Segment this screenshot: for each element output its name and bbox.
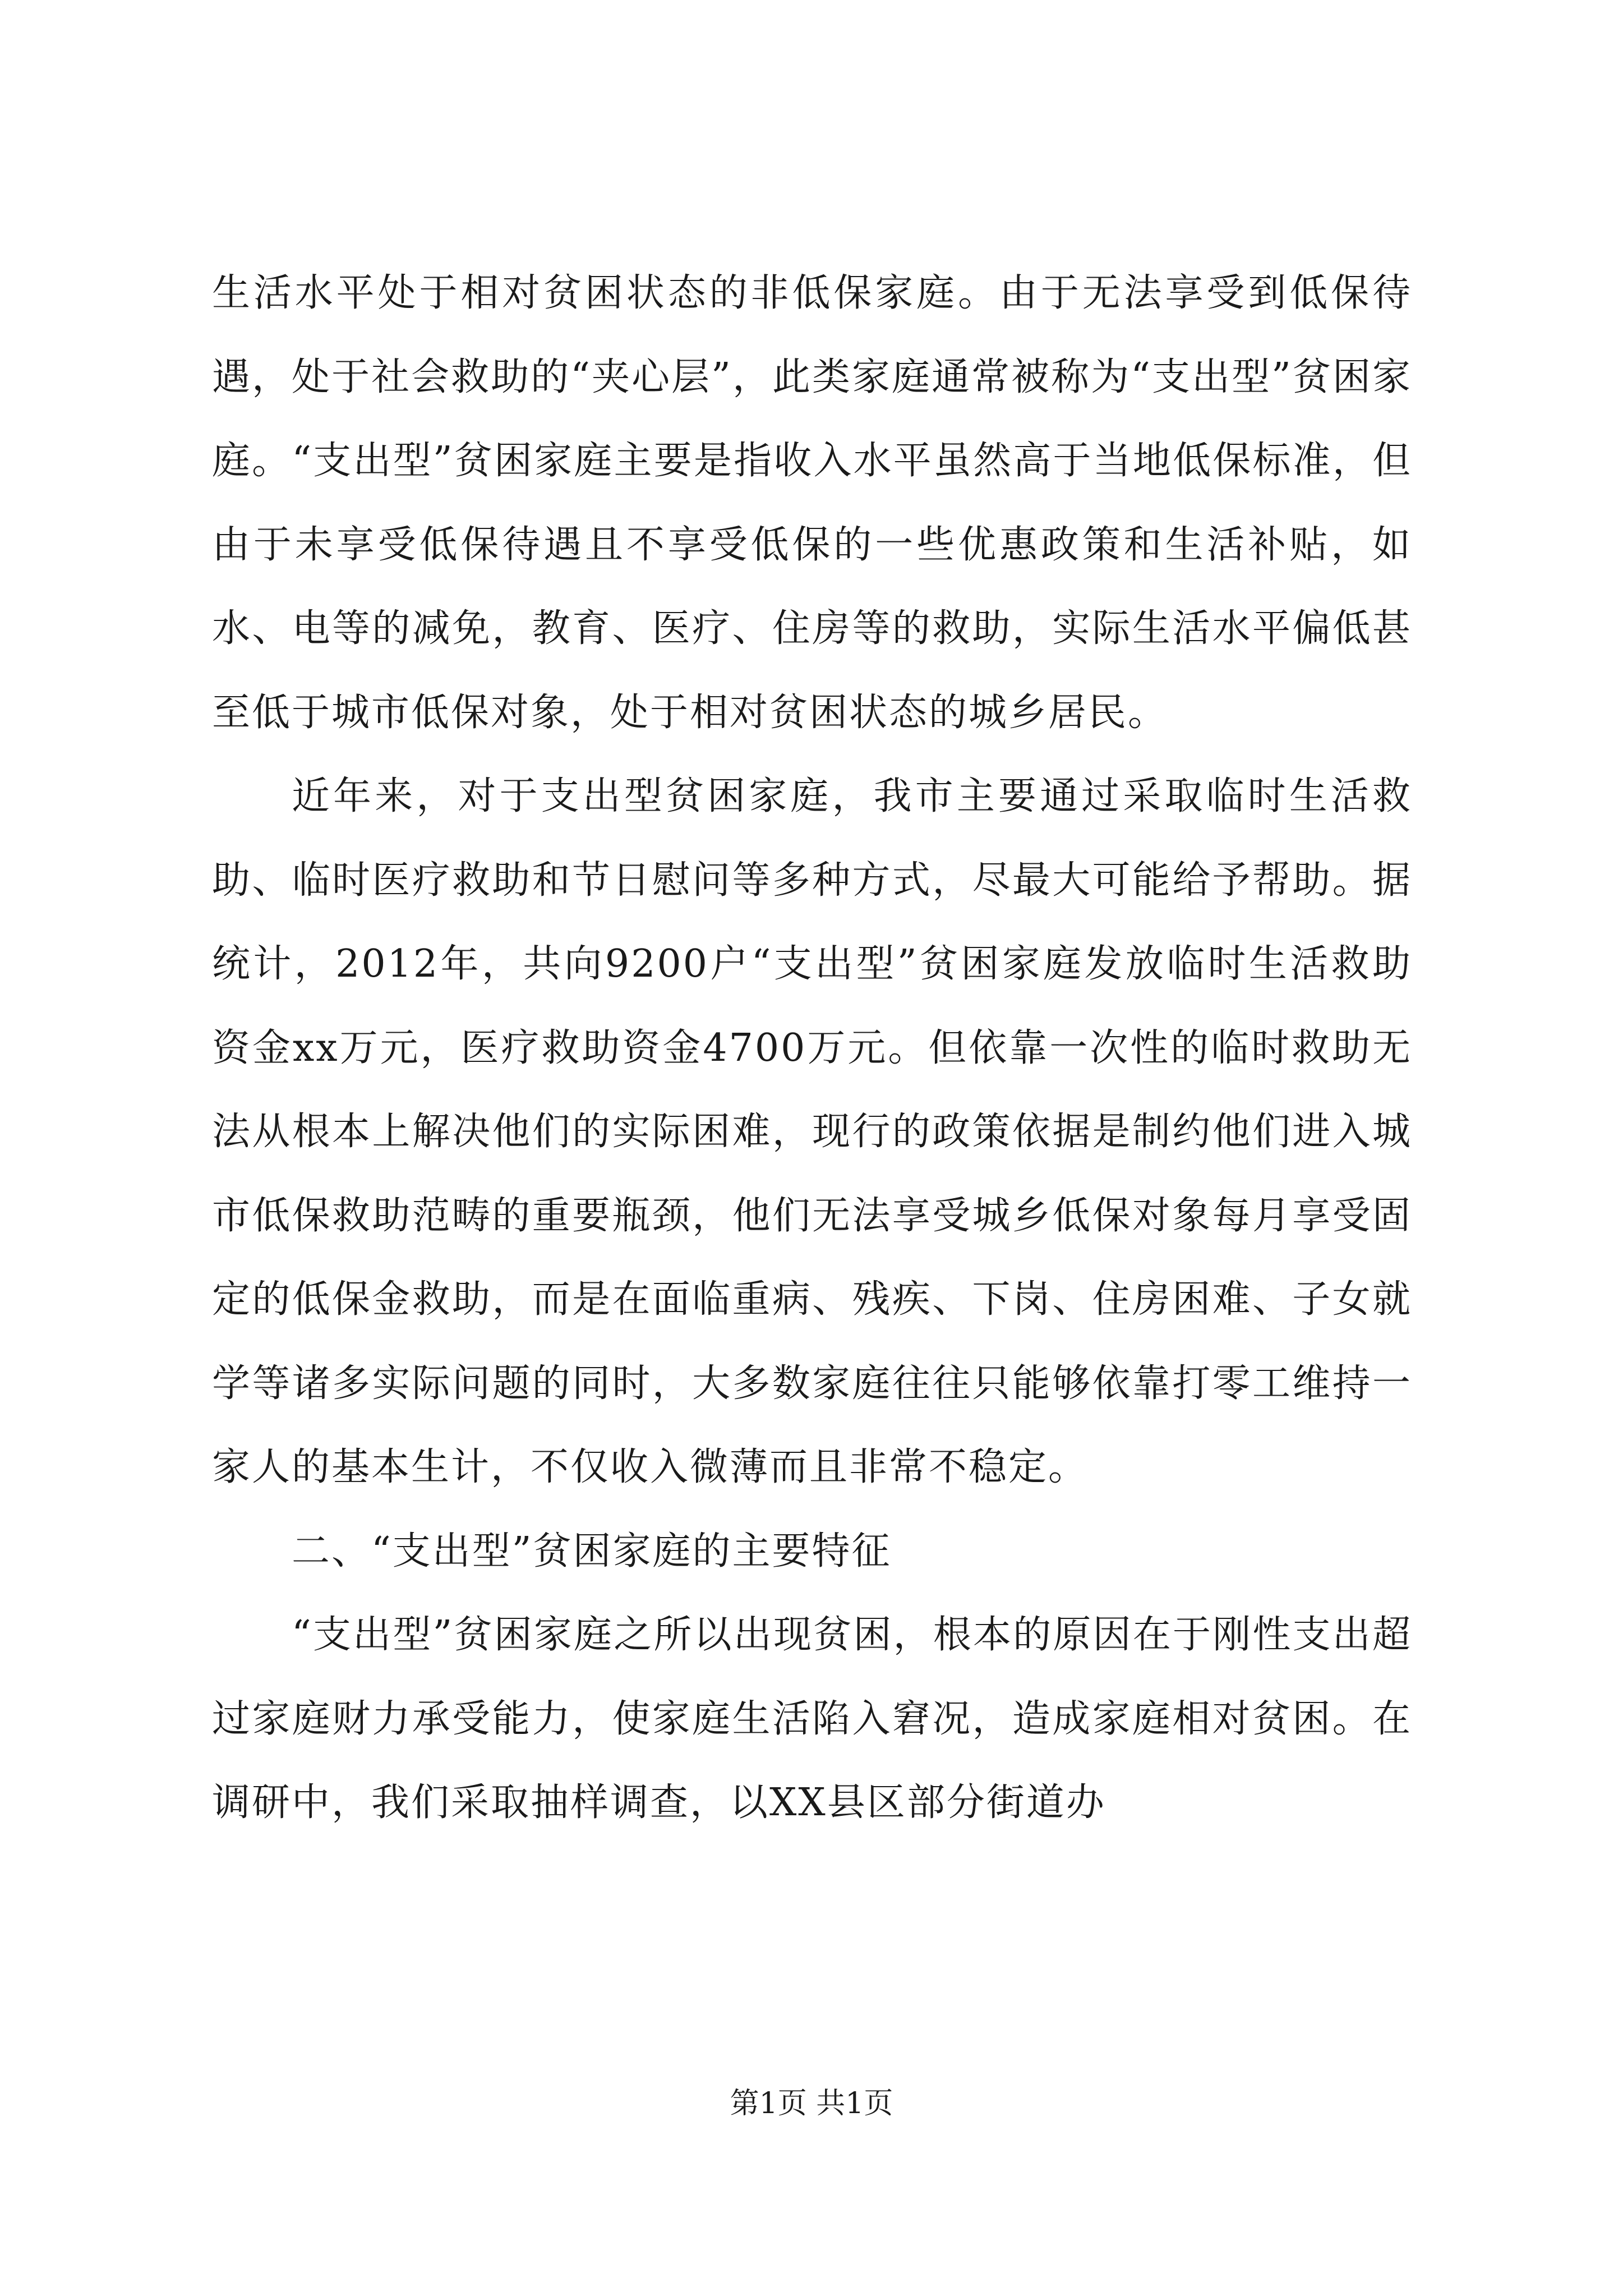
page-footer: 第1页 共1页 — [730, 2087, 893, 2120]
document-body — [212, 251, 1412, 1845]
paragraph-recent-years: 近年来，对于支出型贫困家庭，我市主要通过采取临时生活救助、临时医疗救助和节日慰问等多种方式，尽最大可能给予帮助。据统计，2012年，共向9200户“支出型”贫困家庭发放临时生活救助资金xx万元，医疗救助资金4700万元。但依靠一次性的临时救助无法从根本上解决他们的实际困难，现行的政策依据是制约他们进入城市低保救助范畴的重要瓶颈，他们无法享受城乡低保对象每月享受固定的低保金救助，而是在面临重病、残疾、下岗、住房困难、子女就学等诸多实际问题的同时，大多数家庭往往只能够依靠打零工维持一家人的基本生计，不仅收入微薄而且非常不稳定。 — [212, 774, 1412, 1489]
section-heading: 二、“支出型”贫困家庭的主要特征 — [292, 1529, 892, 1573]
paragraph-features: “支出型”贫困家庭之所以出现贫困，根本的原因在于刚性支出超过家庭财力承受能力，使家庭生活陷入窘况，造成家庭相对贫困。在调研中，我们采取抽样调查，以XX县区部分街道办 — [212, 1613, 1412, 1825]
paragraph-continuation: 生活水平处于相对贫困状态的非低保家庭。由于无法享受到低保待遇，处于社会救助的“夹心层”，此类家庭通常被称为“支出型”贫困家庭。“支出型”贫困家庭主要是指收入水平虽然高于当地低保标准，但由于未享受低保待遇且不享受低保的一些优惠政策和生活补贴，如水、电等的减免，教育、医疗、住房等的救助，实际生活水平偏低甚至低于城市低保对象，处于相对贫困状态的城乡居民。 — [212, 271, 1412, 735]
